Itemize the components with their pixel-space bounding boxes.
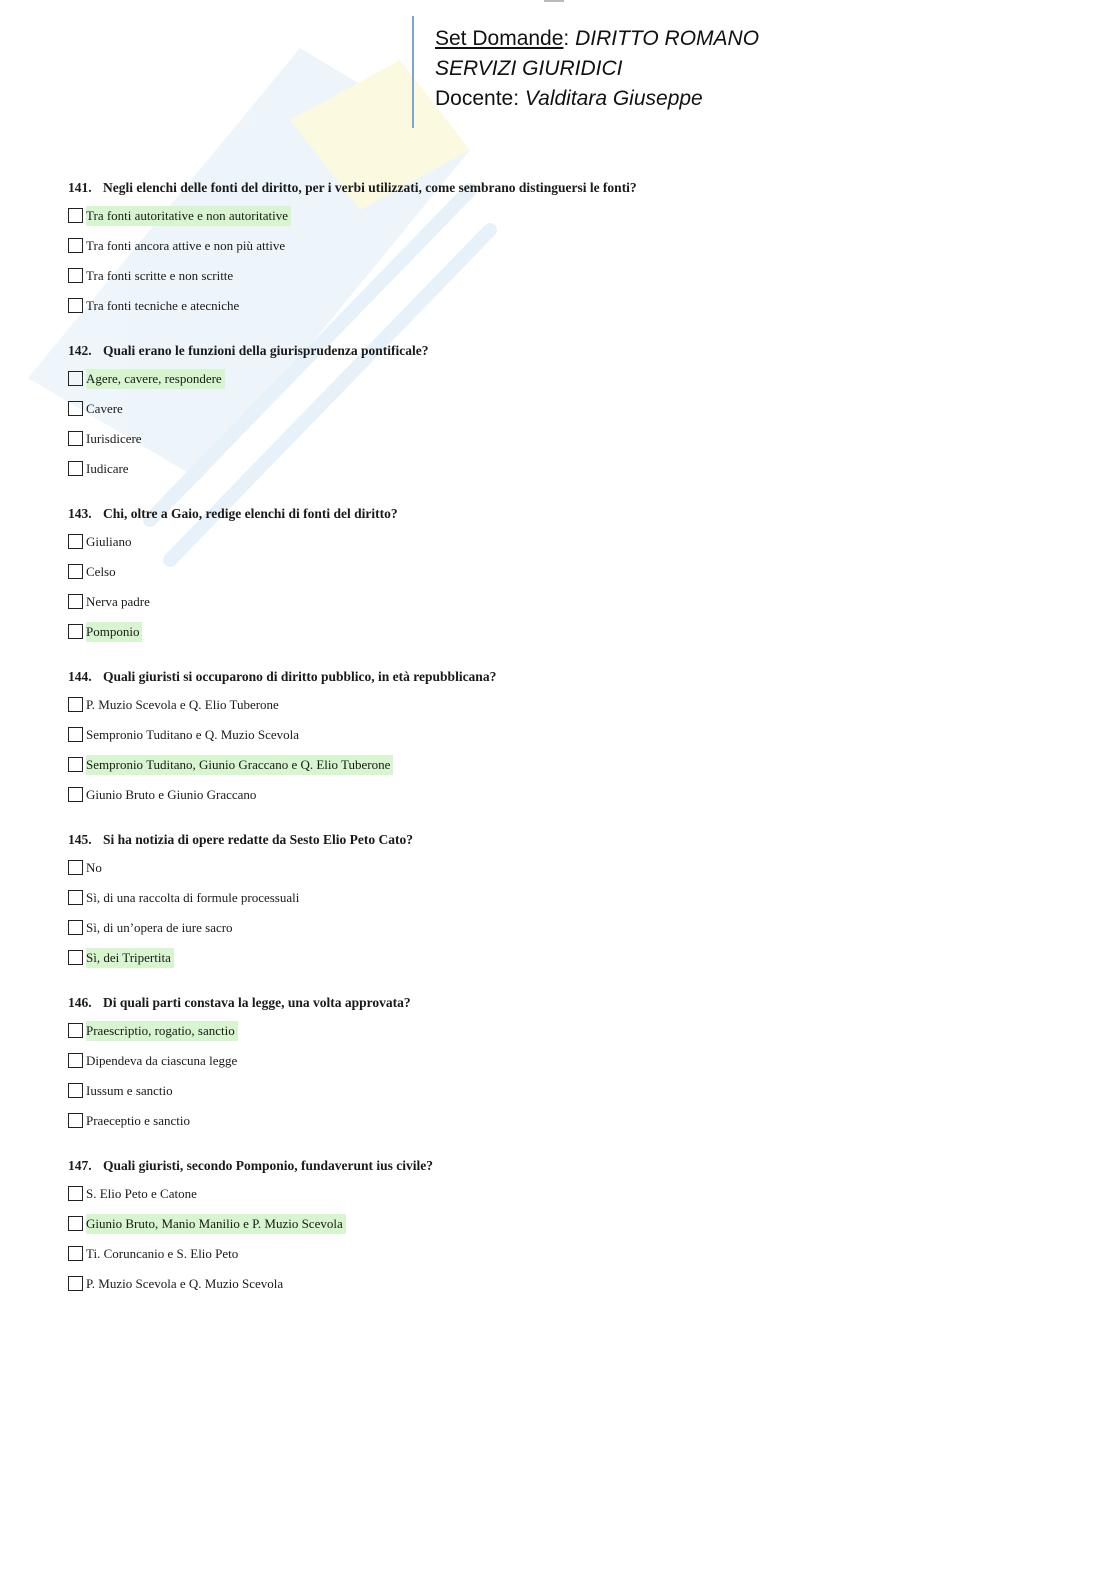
checkbox-icon[interactable] — [68, 461, 83, 476]
answer-text: Tra fonti scritte e non scritte — [86, 268, 234, 283]
answer-text-correct: Giunio Bruto, Manio Manilio e P. Muzio Scevola — [86, 1214, 346, 1234]
answer-option[interactable] — [68, 1244, 1028, 1274]
page-top-mark — [544, 0, 564, 2]
answer-option[interactable] — [68, 399, 1028, 429]
checkbox-icon[interactable] — [68, 1113, 83, 1128]
subject-title: DIRITTO ROMANO — [575, 27, 760, 50]
checkbox-icon[interactable] — [68, 534, 83, 549]
question-title — [68, 993, 1028, 1013]
answer-option[interactable] — [68, 1214, 1028, 1244]
checkbox-icon[interactable] — [68, 890, 83, 905]
answer-option[interactable] — [68, 532, 1028, 562]
answer-text: P. Muzio Scevola e Q. Muzio Scevola — [86, 1276, 284, 1291]
question-text: Quali erano le funzioni della giurisprudenza pontificale? — [103, 343, 429, 358]
checkbox-icon[interactable] — [68, 298, 83, 313]
question-text: Quali giuristi si occuparono di diritto pubblico, in età repubblicana? — [103, 669, 497, 684]
checkbox-icon[interactable] — [68, 208, 83, 223]
answer-text: Sì, di una raccolta di formule processuali — [86, 890, 300, 905]
answer-text-correct: Praescriptio, rogatio, sanctio — [86, 1021, 238, 1041]
answer-text: Praeceptio e sanctio — [86, 1113, 190, 1128]
answer-option[interactable] — [68, 206, 1028, 236]
answer-option[interactable] — [68, 266, 1028, 296]
question-title — [68, 667, 1028, 687]
answer-text: No — [86, 860, 102, 875]
answer-option[interactable] — [68, 1021, 1028, 1051]
question-number: 141. — [68, 180, 92, 195]
question-number: 145. — [68, 832, 92, 847]
question-list — [68, 178, 1028, 1319]
answer-option[interactable] — [68, 459, 1028, 489]
answer-option[interactable] — [68, 918, 1028, 948]
answer-option[interactable] — [68, 1051, 1028, 1081]
answer-option[interactable] — [68, 429, 1028, 459]
answer-option[interactable] — [68, 562, 1028, 592]
answer-text-correct: Tra fonti autoritative e non autoritative — [86, 206, 291, 226]
answer-option[interactable] — [68, 948, 1028, 978]
checkbox-icon[interactable] — [68, 371, 83, 386]
answer-option[interactable] — [68, 296, 1028, 326]
question-number: 143. — [68, 506, 92, 521]
checkbox-icon[interactable] — [68, 697, 83, 712]
checkbox-icon[interactable] — [68, 1186, 83, 1201]
answer-option[interactable] — [68, 622, 1028, 652]
checkbox-icon[interactable] — [68, 268, 83, 283]
course-name: SERVIZI GIURIDICI — [435, 57, 623, 80]
question-block — [68, 341, 1028, 489]
answer-text: Giuliano — [86, 534, 132, 549]
checkbox-icon[interactable] — [68, 624, 83, 639]
checkbox-icon[interactable] — [68, 860, 83, 875]
answer-text: Tra fonti tecniche e atecniche — [86, 298, 240, 313]
question-text: Quali giuristi, secondo Pomponio, fundaverunt ius civile? — [103, 1158, 434, 1173]
checkbox-icon[interactable] — [68, 1053, 83, 1068]
checkbox-icon[interactable] — [68, 787, 83, 802]
question-number: 146. — [68, 995, 92, 1010]
answer-text: Tra fonti ancora attive e non più attive — [86, 238, 286, 253]
question-title — [68, 178, 1028, 198]
document-header — [412, 16, 759, 128]
question-number: 147. — [68, 1158, 92, 1173]
header-docente-line — [435, 84, 759, 114]
checkbox-icon[interactable] — [68, 727, 83, 742]
answer-text-correct: Sì, dei Tripertita — [86, 948, 174, 968]
answer-text: Iudicare — [86, 461, 129, 476]
checkbox-icon[interactable] — [68, 920, 83, 935]
answer-text: P. Muzio Scevola e Q. Elio Tuberone — [86, 697, 279, 712]
question-block — [68, 178, 1028, 326]
answer-text: Celso — [86, 564, 116, 579]
checkbox-icon[interactable] — [68, 594, 83, 609]
question-block — [68, 1156, 1028, 1304]
answer-text: Dipendeva da ciascuna legge — [86, 1053, 238, 1068]
checkbox-icon[interactable] — [68, 757, 83, 772]
checkbox-icon[interactable] — [68, 431, 83, 446]
answer-option[interactable] — [68, 888, 1028, 918]
question-number: 142. — [68, 343, 92, 358]
question-block — [68, 667, 1028, 815]
answer-text: Sì, di un’opera de iure sacro — [86, 920, 233, 935]
set-colon: : — [563, 27, 570, 50]
question-block — [68, 993, 1028, 1141]
answer-option[interactable] — [68, 592, 1028, 622]
answer-text: Ti. Coruncanio e S. Elio Peto — [86, 1246, 239, 1261]
answer-option[interactable] — [68, 725, 1028, 755]
answer-text: Iurisdicere — [86, 431, 142, 446]
question-text: Negli elenchi delle fonti del diritto, per i verbi utilizzati, come sembrano distinguersi le fonti? — [103, 180, 637, 195]
answer-text: Cavere — [86, 401, 123, 416]
answer-option[interactable] — [68, 785, 1028, 815]
checkbox-icon[interactable] — [68, 1023, 83, 1038]
question-block — [68, 504, 1028, 652]
checkbox-icon[interactable] — [68, 1083, 83, 1098]
docente-label: Docente: — [435, 87, 520, 110]
question-text: Di quali parti constava la legge, una volta approvata? — [103, 995, 411, 1010]
answer-option[interactable] — [68, 1184, 1028, 1214]
answer-option[interactable] — [68, 369, 1028, 399]
checkbox-icon[interactable] — [68, 1276, 83, 1291]
answer-text: Nerva padre — [86, 594, 150, 609]
header-set-line — [435, 24, 759, 54]
checkbox-icon[interactable] — [68, 564, 83, 579]
answer-option[interactable] — [68, 1111, 1028, 1141]
answer-text-correct: Pomponio — [86, 622, 142, 642]
question-title — [68, 1156, 1028, 1176]
answer-option[interactable] — [68, 1081, 1028, 1111]
question-title — [68, 504, 1028, 524]
answer-text-correct: Sempronio Tuditano, Giunio Graccano e Q. Elio Tuberone — [86, 755, 393, 775]
answer-option[interactable] — [68, 236, 1028, 266]
question-block — [68, 830, 1028, 978]
checkbox-icon[interactable] — [68, 401, 83, 416]
checkbox-icon[interactable] — [68, 950, 83, 965]
answer-option[interactable] — [68, 1274, 1028, 1304]
question-title — [68, 341, 1028, 361]
question-number: 144. — [68, 669, 92, 684]
set-label: Set Domande — [435, 27, 564, 50]
answer-option[interactable] — [68, 755, 1028, 785]
question-title — [68, 830, 1028, 850]
answer-text: Sempronio Tuditano e Q. Muzio Scevola — [86, 727, 300, 742]
answer-text: Giunio Bruto e Giunio Graccano — [86, 787, 257, 802]
answer-text-correct: Agere, cavere, respondere — [86, 369, 225, 389]
question-text: Si ha notizia di opere redatte da Sesto Elio Peto Cato? — [103, 832, 413, 847]
answer-text: Iussum e sanctio — [86, 1083, 173, 1098]
checkbox-icon[interactable] — [68, 238, 83, 253]
answer-text: S. Elio Peto e Catone — [86, 1186, 197, 1201]
checkbox-icon[interactable] — [68, 1216, 83, 1231]
checkbox-icon[interactable] — [68, 1246, 83, 1261]
answer-option[interactable] — [68, 695, 1028, 725]
docente-name: Valditara Giuseppe — [524, 87, 703, 110]
answer-option[interactable] — [68, 858, 1028, 888]
question-text: Chi, oltre a Gaio, redige elenchi di fonti del diritto? — [103, 506, 398, 521]
